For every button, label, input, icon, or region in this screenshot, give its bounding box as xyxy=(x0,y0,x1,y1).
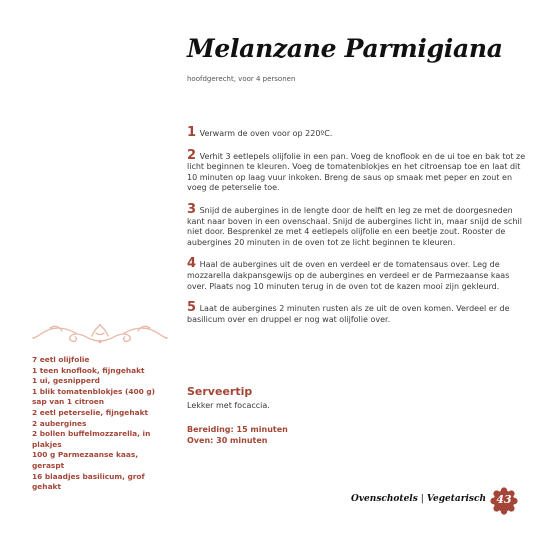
ingredient-item: 100 g Parmezaanse kaas, geraspt xyxy=(32,450,139,470)
step-4 xyxy=(187,256,527,292)
ingredient-item: 1 blik tomatenblokjes (400 g) xyxy=(32,386,156,396)
step-number: 2 xyxy=(187,147,197,163)
step-text: Laat de aubergines 2 minuten rusten als ze uit de oven komen. Verdeel er de basilicum over en druppel er nog wat olijfolie over. xyxy=(187,304,510,324)
step-2 xyxy=(187,147,527,194)
ingredient-item: 7 eetl olijfolie xyxy=(32,355,90,364)
ingredient-item: 1 ui, gesnipperd xyxy=(32,376,100,386)
footer-category: Ovenschotels xyxy=(350,494,418,504)
page-title: Melanzane Parmigiana xyxy=(187,34,503,63)
ingredient-item: 16 blaadjes basilicum, grof gehakt xyxy=(32,471,145,492)
preparation-time: Bereiding: 15 minuten xyxy=(187,425,288,434)
serving-tip-text: Lekker met focaccia. xyxy=(187,401,270,410)
ingredient-item: 2 aubergines xyxy=(32,418,87,428)
step-number: 3 xyxy=(187,201,197,217)
step-text: Verwarm de oven voor op 220ºC. xyxy=(199,129,333,138)
step-text: Haal de aubergines uit de oven en verdeel er de tomatensaus over. Leg de mozzarella dakpansgewijs op de aubergines en verdeel er de Parmezaanse kaas over. Plaats nog 10 minuten terug in de oven tot de kazen mooi zijn gekleurd. xyxy=(187,260,510,291)
step-text: Verhit 3 eetlepels olijfolie in een pan. Voeg de knoflook en de ui toe en bak tot ze licht beginnen te kleuren. Voeg de tomatenblokjes en het citroensap toe en laat dit 10 minuten op laag vuur inkoken. Breng de saus op smaak met peper en zout en voeg de peterselie toe. xyxy=(187,151,526,193)
timing-info xyxy=(187,425,288,446)
ingredient-list xyxy=(32,355,172,493)
ingredient-item: 2 eetl peterselie, fijngehakt xyxy=(32,407,149,417)
step-number: 4 xyxy=(187,256,197,272)
ingredient-item: sap van 1 citroen xyxy=(32,397,105,407)
page-footer xyxy=(350,487,520,515)
oven-time: Oven: 30 minuten xyxy=(187,435,268,445)
step-number: 1 xyxy=(187,125,197,140)
step-5 xyxy=(187,300,527,325)
ingredient-item: 1 teen knoflook, fijngehakt xyxy=(32,365,145,375)
footer-section-label xyxy=(351,494,486,504)
step-1 xyxy=(187,125,527,140)
recipe-steps xyxy=(187,125,527,336)
step-3 xyxy=(187,201,527,248)
footer-subcategory: Vegetarisch xyxy=(426,494,486,504)
step-text: Snijd de aubergines in de lengte door de helft en leg ze met de doorgesneden kant naar boven in een ovenschaal. Snijd de aubergines licht in, maar snijd de schil niet door. Besprenkel ze met 4 eetlepels olijfolie en een beetje zout. Rooster de aubergines 20 minuten in de oven tot ze licht beginnen te kleuren. xyxy=(187,205,522,247)
serving-tip-heading: Serveertip xyxy=(187,385,253,398)
ornament-graphic xyxy=(32,322,168,346)
floral-scroll-divider-icon xyxy=(32,322,168,346)
recipe-subtitle: hoofdgerecht, voor 4 personen xyxy=(187,75,296,83)
ingredient-item: 2 bollen buffelmozzarella, in plakjes xyxy=(32,429,151,449)
footer-separator: | xyxy=(420,494,424,504)
page-number: 43 xyxy=(496,493,512,506)
scalloped-badge-icon xyxy=(490,487,518,515)
step-number: 5 xyxy=(187,300,197,316)
